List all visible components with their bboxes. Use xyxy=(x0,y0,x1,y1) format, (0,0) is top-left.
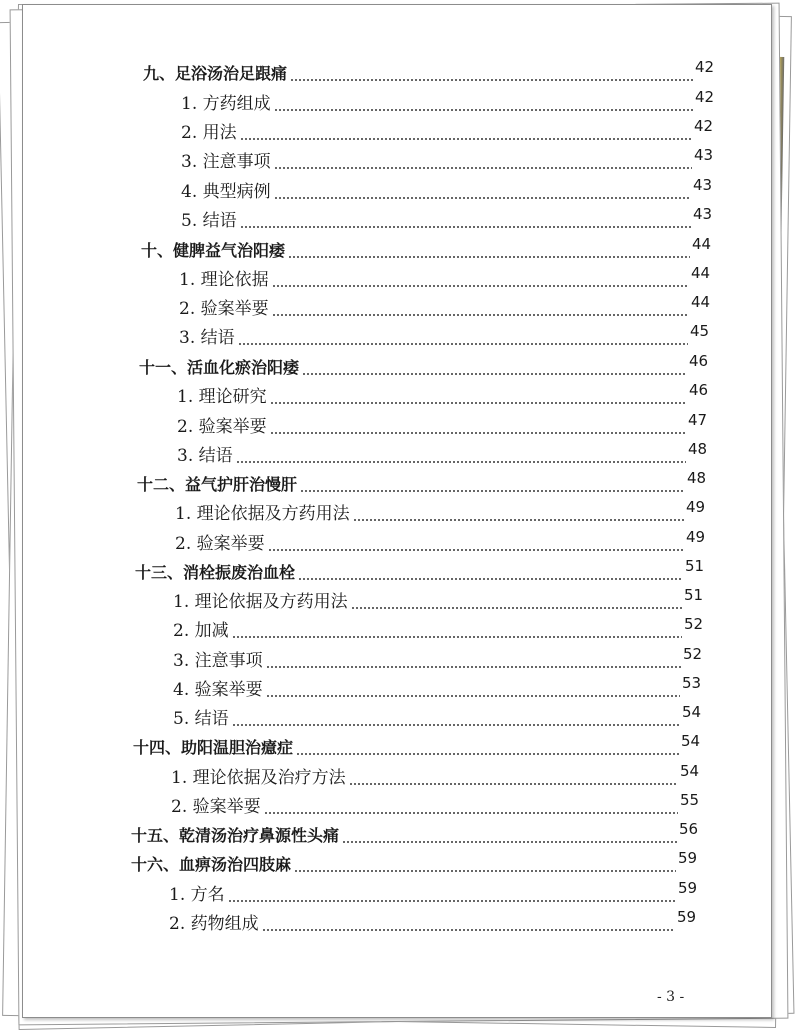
toc-page-number: 56 xyxy=(679,820,699,838)
toc-entry-title: 5. 结语 xyxy=(173,709,229,729)
toc-section-entry xyxy=(141,234,728,262)
toc-subsection-entry xyxy=(173,702,718,730)
toc-subsection-entry xyxy=(173,673,718,701)
dot-leader xyxy=(232,636,682,638)
toc-entry-title: 1. 理论依据 xyxy=(179,270,269,290)
toc-subsection-entry xyxy=(177,380,725,408)
dot-leader xyxy=(240,226,691,228)
toc-section-entry xyxy=(131,819,715,847)
dot-leader xyxy=(238,343,688,345)
toc-subsection-entry xyxy=(181,145,730,173)
toc-entry-title: 3. 注意事项 xyxy=(173,651,263,671)
toc-section-entry xyxy=(135,556,721,584)
toc-entry-title: 3. 结语 xyxy=(177,446,233,466)
toc-subsection-entry xyxy=(181,175,729,203)
toc-subsection-entry xyxy=(177,439,724,467)
dot-leader xyxy=(298,578,683,580)
toc-subsection-entry xyxy=(175,527,722,555)
dot-leader xyxy=(266,695,680,697)
toc-entry-title: 3. 结语 xyxy=(179,328,235,348)
toc-page-number: 49 xyxy=(686,498,706,516)
toc-page-number: 54 xyxy=(681,732,701,750)
toc-entry-title: 4. 验案举要 xyxy=(173,680,263,700)
toc-section-entry xyxy=(131,848,714,876)
dot-leader xyxy=(262,929,675,931)
toc-entry-title: 十二、益气护肝治慢肝 xyxy=(137,475,298,494)
toc-page-number: 59 xyxy=(678,879,698,897)
table-of-contents xyxy=(23,5,771,1017)
toc-entry-title: 3. 注意事项 xyxy=(181,152,271,172)
dot-leader xyxy=(270,402,687,404)
toc-page-number: 49 xyxy=(686,528,706,546)
toc-page-number: 55 xyxy=(680,791,700,809)
toc-page-number: 51 xyxy=(685,557,705,575)
toc-entry-title: 1. 理论依据及方药用法 xyxy=(173,592,348,612)
toc-entry-title: 2. 验案举要 xyxy=(171,797,261,817)
dot-leader xyxy=(274,167,692,169)
dot-leader xyxy=(236,461,686,463)
toc-page-number: 46 xyxy=(689,352,709,370)
dot-leader xyxy=(264,812,678,814)
toc-subsection-entry xyxy=(169,907,713,935)
dot-leader xyxy=(349,783,678,785)
toc-page-number: 42 xyxy=(695,58,715,76)
toc-entry-title: 2. 用法 xyxy=(181,123,237,143)
dot-leader xyxy=(268,549,684,551)
toc-subsection-entry xyxy=(181,116,730,144)
toc-page-number: 42 xyxy=(695,88,715,106)
toc-page-number: 44 xyxy=(691,264,711,282)
dot-leader xyxy=(240,138,692,140)
toc-page-number: 54 xyxy=(680,762,700,780)
dot-leader xyxy=(296,753,679,755)
dot-leader xyxy=(274,197,691,199)
toc-subsection-entry xyxy=(173,644,719,672)
toc-page-number: 44 xyxy=(692,235,712,253)
toc-page-number: 43 xyxy=(694,146,714,164)
dot-leader xyxy=(274,109,693,111)
toc-entry-title: 十、健脾益气治阳痿 xyxy=(141,241,286,260)
toc-entry-title: 2. 验案举要 xyxy=(179,299,269,319)
dot-leader xyxy=(300,490,685,492)
toc-page-number: 46 xyxy=(689,381,709,399)
toc-page-number: 59 xyxy=(677,908,697,926)
toc-entry-title: 2. 验案举要 xyxy=(177,417,267,437)
toc-entry-title: 十三、消栓振废治血栓 xyxy=(135,563,296,582)
toc-section-entry xyxy=(133,731,717,759)
dot-leader xyxy=(351,607,682,609)
toc-subsection-entry xyxy=(173,614,720,642)
toc-page-number: 54 xyxy=(682,703,702,721)
dot-leader xyxy=(294,870,676,872)
dot-leader xyxy=(272,314,689,316)
dot-leader xyxy=(270,432,686,434)
page-number-footer: - 3 - xyxy=(657,989,685,1005)
toc-page-number: 45 xyxy=(690,322,710,340)
dot-leader xyxy=(290,79,693,81)
toc-entry-title: 2. 验案举要 xyxy=(175,534,265,554)
toc-entry-title: 十五、乾清汤治疗鼻源性头痛 xyxy=(131,826,340,845)
toc-page-number: 52 xyxy=(683,645,703,663)
toc-entry-title: 2. 药物组成 xyxy=(169,914,259,934)
toc-subsection-entry xyxy=(175,497,722,525)
toc-section-entry xyxy=(143,57,731,85)
toc-page-number: 44 xyxy=(691,293,711,311)
toc-entry-title: 十一、活血化瘀治阳痿 xyxy=(139,358,300,377)
toc-subsection-entry xyxy=(173,585,720,613)
toc-entry-title: 5. 结语 xyxy=(181,211,237,231)
toc-page-number: 53 xyxy=(682,674,702,692)
toc-page-number: 51 xyxy=(684,586,704,604)
toc-page-number: 48 xyxy=(687,469,707,487)
toc-page-number: 47 xyxy=(688,411,708,429)
toc-entry-title: 1. 理论依据及治疗方法 xyxy=(171,768,346,788)
toc-page-number: 48 xyxy=(688,440,708,458)
dot-leader xyxy=(266,666,681,668)
toc-entry-title: 1. 理论研究 xyxy=(177,387,267,407)
toc-entry-title: 4. 典型病例 xyxy=(181,182,271,202)
dot-leader xyxy=(272,285,689,287)
dot-leader xyxy=(353,519,684,521)
toc-page xyxy=(22,4,772,1018)
toc-entry-title: 1. 方名 xyxy=(169,885,225,905)
toc-entry-title: 十六、血痹汤治四肢麻 xyxy=(131,855,292,874)
toc-subsection-entry xyxy=(181,204,729,232)
toc-subsection-entry xyxy=(179,321,726,349)
toc-entry-title: 九、足浴汤治足跟痛 xyxy=(143,64,288,83)
dot-leader xyxy=(288,256,690,258)
toc-subsection-entry xyxy=(179,292,727,320)
toc-entry-title: 2. 加减 xyxy=(173,621,229,641)
toc-page-number: 52 xyxy=(684,615,704,633)
toc-subsection-entry xyxy=(179,263,727,291)
toc-subsection-entry xyxy=(171,761,716,789)
toc-section-entry xyxy=(139,351,725,379)
toc-page-number: 43 xyxy=(693,176,713,194)
toc-section-entry xyxy=(137,468,723,496)
toc-subsection-entry xyxy=(181,87,731,115)
toc-subsection-entry xyxy=(169,878,714,906)
dot-leader xyxy=(228,900,676,902)
toc-entry-title: 十四、助阳温胆治癔症 xyxy=(133,738,294,757)
toc-entry-title: 1. 理论依据及方药用法 xyxy=(175,504,350,524)
toc-entry-title: 1. 方药组成 xyxy=(181,94,271,114)
toc-subsection-entry xyxy=(171,790,716,818)
dot-leader xyxy=(232,724,680,726)
toc-subsection-entry xyxy=(177,410,724,438)
toc-page-number: 42 xyxy=(694,117,714,135)
dot-leader xyxy=(302,373,687,375)
toc-page-number: 43 xyxy=(693,205,713,223)
dot-leader xyxy=(342,841,677,843)
toc-page-number: 59 xyxy=(678,849,698,867)
